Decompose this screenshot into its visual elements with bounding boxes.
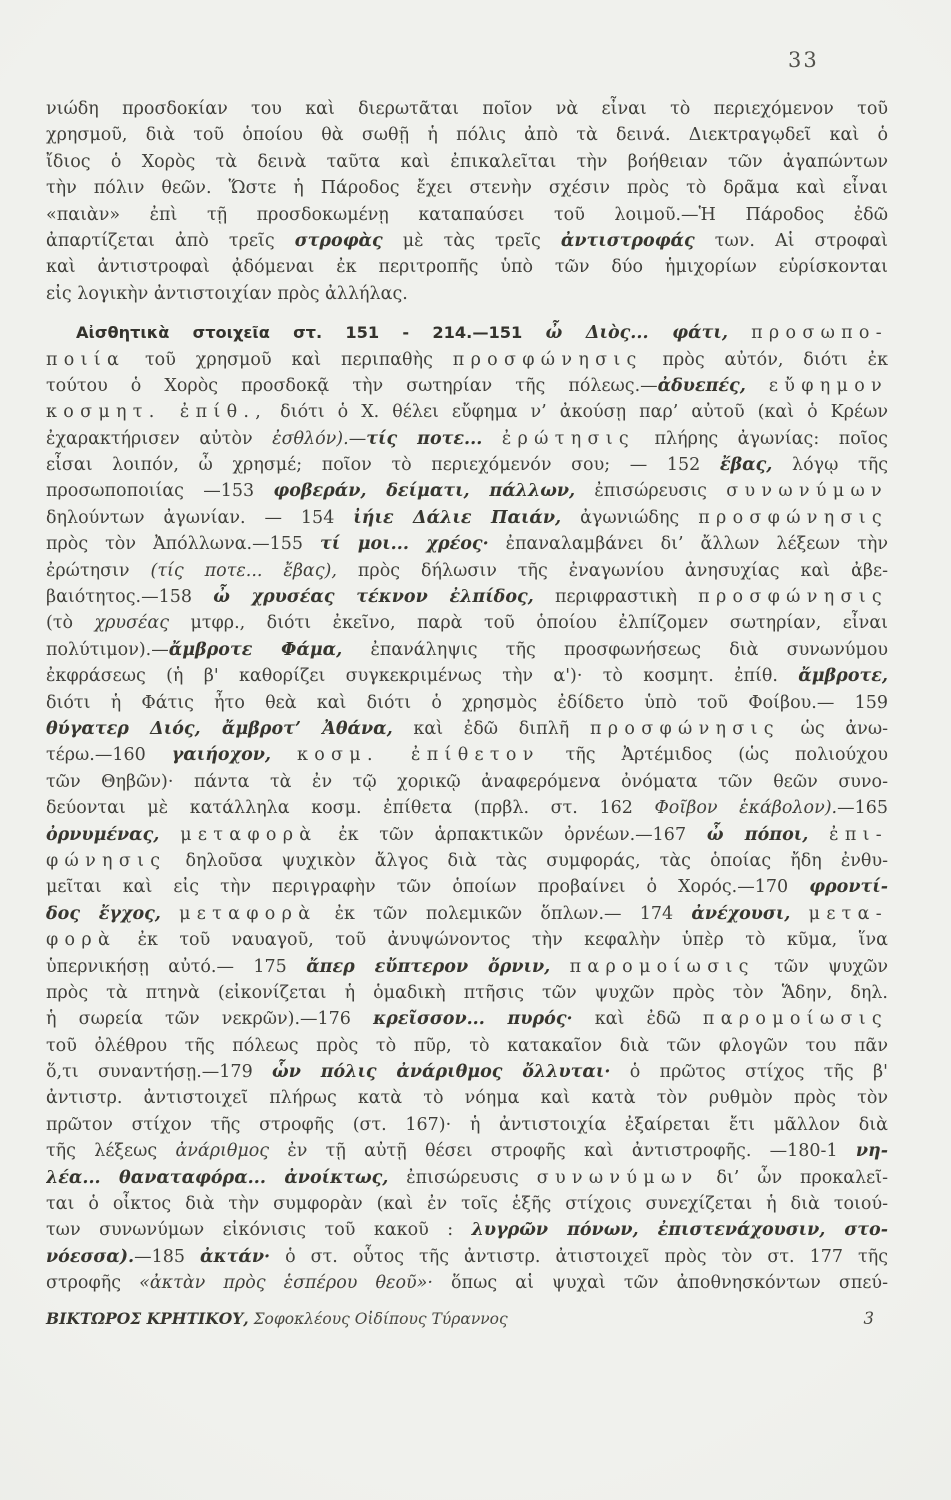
footer-citation bbox=[46, 1309, 508, 1328]
text-run: προσφώνησις bbox=[698, 507, 888, 528]
text-run: λυγρῶν πόνων, ἐπιστενάχουσιν, στο- bbox=[471, 1220, 888, 1241]
text-run: Φοῖβον ἑκάβολον). bbox=[654, 798, 838, 819]
text-run: ὧν πόλις ἀνάριθμος ὄλλυται· bbox=[272, 1062, 611, 1083]
text-run: δι’ ὧν προκαλεῖ- bbox=[698, 1167, 888, 1188]
text-run: βαιότητος.—158 bbox=[46, 587, 214, 608]
text-run: καὶ ἐδῶ διπλῆ bbox=[392, 718, 590, 739]
text-line bbox=[46, 452, 888, 478]
text-run: ἄμβροτε Φάμα, bbox=[168, 639, 343, 660]
text-run: τῆς λέξεως bbox=[46, 1141, 176, 1162]
text-line bbox=[46, 1191, 888, 1217]
text-line bbox=[46, 874, 888, 900]
text-run: χρησμοῦ, διὰ τοῦ ὁποίου θὰ σωθῇ ἡ πόλις ἀπὸ τὰ δεινά. Διεκτραγῳδεῖ καὶ ὁ bbox=[46, 125, 888, 146]
text-line bbox=[46, 558, 888, 584]
text-run: — bbox=[348, 428, 367, 449]
text-line bbox=[46, 901, 888, 927]
text-run: ἀντιστρ. ἀντιστοιχεῖ πλήρως κατὰ τὸ νόημα καὶ κατὰ τὸν ρυθμὸν πρὸς τὸν bbox=[46, 1088, 888, 1109]
text-run: τούτου ὁ Χορὸς προσδοκᾷ τὴν σωτηρίαν τῆς πόλεως.— bbox=[46, 375, 658, 396]
text-run: ὦ Διὸς... φάτι, bbox=[545, 323, 728, 344]
text-line bbox=[46, 1270, 888, 1296]
text-line bbox=[46, 149, 888, 175]
text-line bbox=[46, 1059, 888, 1085]
text-run bbox=[808, 825, 829, 845]
text-run: νιώδη προσδοκίαν του καὶ διερωτᾶται ποῖον νὰ εἶναι τὸ περιεχόμενον τοῦ bbox=[46, 99, 888, 119]
text-run: ἀπαρτίζεται ἀπὸ τρεῖς bbox=[46, 230, 295, 251]
text-run: πρὸς αὐτόν, διότι ἐκ bbox=[642, 349, 888, 370]
text-run: παρομοίωσις bbox=[702, 1009, 888, 1030]
text-run: χρυσέας bbox=[94, 613, 170, 634]
text-run: ἐπανάληψις τῆς προσφωνήσεως διὰ συνωνύμου bbox=[342, 639, 888, 660]
text-run: λόγῳ τῆς bbox=[772, 455, 888, 476]
text-run: ἄπερ εὔπτερον ὄρνιν, bbox=[306, 956, 551, 977]
text-run: λέα... θαναταφόρα... ἀνοίκτως, bbox=[46, 1167, 389, 1188]
text-run: ἐκ τῶν ἁρπακτικῶν ὀρνέων.—167 bbox=[317, 824, 707, 845]
text-run: πλήρης ἀγωνίας: ποῖος bbox=[634, 428, 888, 449]
text-run bbox=[550, 957, 569, 977]
text-line bbox=[46, 254, 888, 280]
text-run bbox=[161, 904, 179, 924]
text-run: στροφὰς bbox=[294, 230, 383, 251]
text-run: τῶν ψυχῶν bbox=[754, 956, 888, 977]
text-run: πρῶτον στίχον τῆς στροφῆς (στ. 167)· ἡ ἀντιστοιχία ἐξαίρεται ἔτι μᾶλλον διὰ bbox=[46, 1114, 888, 1135]
text-line bbox=[46, 531, 888, 557]
text-run: ἐρώτησιν bbox=[46, 560, 151, 581]
text-run: ἐπαναλαμβάνει δι’ ἄλλων λέξεων τὴν bbox=[488, 534, 888, 555]
text-run: ἴδιος ὁ Χορὸς τὰ δεινὰ ταῦτα καὶ ἐπικαλεῖται τὴν βοήθειαν τῶν ἀγαπώντων bbox=[46, 151, 888, 172]
text-run: ἄμβροτε, bbox=[798, 666, 888, 687]
text-run: προσωπο- bbox=[751, 323, 888, 344]
text-run: προσφώνησις bbox=[452, 349, 643, 370]
text-run: ἐπισώρευσις bbox=[575, 481, 727, 502]
text-line bbox=[46, 1165, 888, 1191]
text-run bbox=[746, 376, 769, 396]
text-run: ΒΙΚΤΩΡΟΣ ΚΡΗΤΙΚΟΥ, bbox=[46, 1309, 249, 1328]
text-run: ἔβας, bbox=[719, 455, 773, 476]
text-run: δεύονται μὲ κατάλληλα κοσμ. ἐπίθετα (πρβλ. στ. 162 bbox=[46, 798, 655, 819]
text-run: ἐκφράσεως (ἡ β' καθορίζει συγκεκριμένως τὴν α')· τὸ κοσμητ. ἐπίθ. bbox=[46, 666, 799, 687]
text-run bbox=[159, 825, 180, 845]
text-run: ἀδυεπές, bbox=[657, 375, 746, 396]
text-run: ὁ στ. οὗτος τῆς ἀντιστρ. ἀτιστοιχεῖ πρὸς τὸν στ. 177 τῆς bbox=[270, 1246, 888, 1267]
text-line bbox=[46, 399, 888, 425]
text-run: —165 bbox=[837, 798, 888, 819]
text-line bbox=[46, 927, 888, 953]
text-line bbox=[46, 742, 888, 768]
text-run: καὶ ἀντιστροφαὶ ᾀδόμεναι ἐκ περιτροπῆς ὑπὸ τῶν δύο ἡμιχορίων εὑρίσκονται bbox=[46, 257, 888, 278]
text-line bbox=[46, 1033, 888, 1059]
text-run: φοβεράν, δείματι, πάλλων, bbox=[273, 481, 576, 502]
text-run: ἰήιε Δάλιε Παιάν, bbox=[353, 507, 562, 528]
text-run: ἀγωνιώδης bbox=[561, 507, 699, 528]
text-run: ἡ σωρεία τῶν νεκρῶν).—176 bbox=[46, 1009, 374, 1030]
text-line bbox=[46, 690, 888, 716]
text-run: διότι ὁ Χ. θέλει εὔφημα ν’ ἀκούσῃ παρ’ αὐτοῦ (καὶ ὁ Κρέων bbox=[267, 402, 888, 423]
text-run: μτφρ., διότι ἐκεῖνο, παρὰ τοῦ ὁποίου ἐλπίζομεν σωτηρίαν, εἶναι bbox=[169, 613, 888, 634]
text-line bbox=[46, 281, 888, 307]
text-run: φορὰ bbox=[46, 930, 117, 951]
text-line bbox=[46, 716, 888, 742]
text-line bbox=[46, 637, 888, 663]
text-run bbox=[271, 745, 297, 765]
text-run: πρὸς τὰ πτηνὰ (εἰκονίζεται ἡ ὁμαδικὴ πτῆσις τῶν ψυχῶν πρὸς τὸν Ἅδην, δηλ. bbox=[46, 982, 888, 1003]
text-run: μετα- bbox=[808, 903, 888, 924]
text-run: των. Αἱ στροφαὶ bbox=[694, 230, 888, 251]
text-run: (τίς ποτε... ἔβας), bbox=[150, 560, 337, 581]
text-run: δηλοῦσα ψυχικὸν ἄλγος διὰ τὰς συμφοράς, τὰς ὁποίας ἤδη ἐνθυ- bbox=[166, 850, 888, 871]
text-run: ποιία bbox=[46, 349, 126, 370]
text-run: κοσμ. ἐπίθετον bbox=[296, 745, 540, 766]
text-run: (τὸ bbox=[46, 613, 95, 634]
text-run: ὁ πρῶτος στίχος τῆς β' bbox=[610, 1062, 888, 1083]
text-line bbox=[46, 478, 888, 504]
text-line bbox=[46, 980, 888, 1006]
text-line bbox=[46, 1112, 888, 1138]
text-run: ἐκ τῶν πολεμικῶν ὅπλων.— 174 bbox=[316, 903, 692, 924]
text-line bbox=[46, 848, 888, 874]
text-run: δος ἔγχος, bbox=[46, 903, 161, 924]
text-run: νη- bbox=[855, 1141, 888, 1162]
text-run: προσφώνησις bbox=[698, 587, 888, 608]
text-line bbox=[46, 1138, 888, 1164]
text-run: φροντί- bbox=[809, 877, 888, 898]
text-run: καὶ ἐδῶ bbox=[572, 1009, 703, 1030]
text-run: ὀρνυμένας, bbox=[46, 824, 160, 845]
text-run: «παιὰν» ἐπὶ τῇ προσδοκωμένῃ καταπαύσει τοῦ λοιμοῦ.—Ἡ Πάροδος ἐδῶ bbox=[46, 204, 888, 225]
text-run: ἐπι- bbox=[829, 824, 888, 845]
text-run: ἐχαρακτήρισεν αὐτὸν bbox=[46, 428, 273, 449]
text-run bbox=[790, 904, 808, 924]
text-line bbox=[46, 795, 888, 821]
text-line bbox=[46, 584, 888, 610]
text-run: στροφῆς bbox=[46, 1273, 140, 1294]
text-run: μεταφορὰ bbox=[180, 824, 318, 845]
text-line bbox=[46, 822, 888, 848]
text-run: εἶσαι λοιπόν, ὦ χρησμέ; ποῖον τὸ περιεχόμενόν σου; — 152 bbox=[46, 455, 720, 476]
text-run: ἀντιστροφάς bbox=[560, 230, 695, 251]
text-line bbox=[46, 1217, 888, 1243]
text-line bbox=[46, 320, 888, 346]
text-run: μὲ τὰς τρεῖς bbox=[382, 230, 561, 251]
text-run: ὦ πόποι, bbox=[706, 824, 809, 845]
text-run: ἀνάριθμος bbox=[175, 1141, 270, 1162]
text-run: ἐν τῇ αὐτῇ θέσει στροφῆς καὶ ἀντιστροφῆς. —180-1 bbox=[269, 1141, 856, 1162]
text-run: ὡς ἀνω- bbox=[779, 718, 888, 739]
text-run: ται ὁ οἶκτος διὰ τὴν συμφορὰν (καὶ ἐν τοῖς ἑξῆς στίχοις συνεχίζεται ἡ διὰ τοιού- bbox=[46, 1194, 888, 1215]
text-run: κοσμητ. ἐπίθ., bbox=[46, 402, 268, 423]
text-line bbox=[46, 347, 888, 373]
text-run: πρὸς δήλωσιν τῆς ἐναγωνίου ἀνησυχίας καὶ ἀβε- bbox=[336, 560, 888, 581]
text-run: ὑπερνικήσῃ αὐτό.— 175 bbox=[46, 956, 307, 977]
text-run: εὔφημον bbox=[768, 375, 888, 396]
text-run: συνωνύμων bbox=[536, 1167, 699, 1188]
text-run: θύγατερ Διός, ἄμβροτ’ Ἀθάνα, bbox=[46, 718, 393, 739]
text-line bbox=[46, 175, 888, 201]
text-line bbox=[46, 610, 888, 636]
text-line bbox=[46, 228, 888, 254]
text-line bbox=[46, 954, 888, 980]
text-line bbox=[46, 96, 888, 122]
text-run: συνωνύμων bbox=[726, 481, 888, 502]
text-run: δηλούντων ἀγωνίαν. — 154 bbox=[46, 507, 354, 528]
text-run: ὦ χρυσέας τέκνον ἐλπίδος, bbox=[213, 587, 534, 608]
text-line bbox=[46, 426, 888, 452]
text-line bbox=[46, 1244, 888, 1270]
text-run: φώνησις bbox=[46, 850, 167, 871]
text-run: κρεῖσσον... πυρός· bbox=[373, 1009, 573, 1030]
text-line bbox=[46, 769, 888, 795]
text-run: τίς ποτε... bbox=[366, 428, 483, 449]
text-run: μεῖται καὶ εἰς τὴν περιγραφὴν τῶν ὁποίων προβαίνει ὁ Χορός.—170 bbox=[46, 877, 810, 898]
text-run: ἐρώτησις bbox=[501, 428, 635, 449]
text-run: πρὸς τὸν Ἀπόλλωνα.—155 bbox=[46, 534, 320, 555]
text-run: πολύτιμον).— bbox=[46, 639, 169, 660]
text-run: προσωποποιίας —153 bbox=[46, 481, 274, 502]
text-run: ἀκτάν· bbox=[200, 1246, 271, 1267]
text-run: γαιήοχον, bbox=[171, 745, 272, 766]
text-line bbox=[46, 1085, 888, 1111]
text-run bbox=[728, 323, 751, 343]
text-run: μεταφορὰ bbox=[179, 903, 317, 924]
text-run: τῶν Θηβῶν)· πάντα τὰ ἐν τῷ χορικῷ ἀναφερόμενα ὀνόματα τῶν θεῶν συνο- bbox=[46, 771, 888, 792]
text-run: ἐπισώρευσις bbox=[388, 1167, 537, 1188]
text-line bbox=[46, 202, 888, 228]
text-run: εἰς λογικὴν ἀντιστοιχίαν πρὸς ἀλλήλας. bbox=[46, 283, 408, 304]
text-run: «ἀκτὰν πρὸς ἑσπέρου θεοῦ»· bbox=[139, 1273, 433, 1294]
text-run bbox=[482, 429, 502, 449]
page-number: 33 bbox=[788, 48, 819, 72]
text-run: ὅ,τι συναντήσῃ.—179 bbox=[46, 1062, 273, 1083]
text-run: τῆς Ἀρτέμιδος (ὡς πολιούχου bbox=[539, 745, 888, 766]
text-run: ἐσθλόν). bbox=[272, 428, 349, 449]
text-run: ἀνέχουσι, bbox=[691, 903, 791, 924]
text-line bbox=[46, 663, 888, 689]
text-run: τί μοι... χρέος· bbox=[319, 534, 489, 555]
text-run: Αἰσθητικὰ στοιχεῖα στ. 151 - 214.—151 bbox=[76, 323, 546, 343]
text-line bbox=[46, 505, 888, 531]
text-run: προσφώνησις bbox=[589, 718, 780, 739]
text-run: παρομοίωσις bbox=[569, 956, 755, 977]
text-run: τοῦ ὀλέθρου τῆς πόλεως πρὸς τὸ πῦρ, τὸ κατακαῖον διὰ τῶν φλογῶν του πᾶν bbox=[46, 1035, 888, 1056]
text-run: ἐκ τοῦ ναυαγοῦ, τοῦ ἀνυψώνοντος τὴν κεφαλὴν ὑπὲρ τὸ κῦμα, ἵνα bbox=[116, 930, 888, 951]
text-run: ὅπως αἱ ψυχαὶ τῶν ἀποθνησκόντων σπεύ- bbox=[432, 1273, 888, 1294]
text-run: —185 bbox=[134, 1246, 201, 1267]
text-run: των συνωνύμων εἰκόνισις τοῦ κακοῦ : bbox=[46, 1220, 472, 1241]
footer bbox=[46, 1309, 888, 1328]
text-run: νόεσσα). bbox=[46, 1246, 135, 1267]
text-run: περιφραστικὴ bbox=[533, 587, 699, 608]
text-line bbox=[46, 122, 888, 148]
text-run: τὴν πόλιν θεῶν. Ὥστε ἡ Πάροδος ἔχει στενὴν σχέσιν πρὸς τὸ δρᾶμα καὶ εἶναι bbox=[46, 178, 888, 199]
footer-signature-number: 3 bbox=[863, 1309, 874, 1328]
text-line bbox=[46, 373, 888, 399]
text-run: τοῦ χρησμοῦ καὶ περιπαθὴς bbox=[125, 349, 453, 370]
text-run: Σοφοκλέους Οἰδίπους Τύραννος bbox=[248, 1310, 508, 1328]
text-run: διότι ἡ Φάτις ἦτο θεὰ καὶ διότι ὁ χρησμὸς ἐδίδετο ὑπὸ τοῦ Φοίβου.— 159 bbox=[46, 692, 888, 713]
text-line bbox=[46, 1006, 888, 1032]
text-run: τέρω.—160 bbox=[46, 745, 172, 766]
page-text bbox=[46, 96, 888, 1297]
